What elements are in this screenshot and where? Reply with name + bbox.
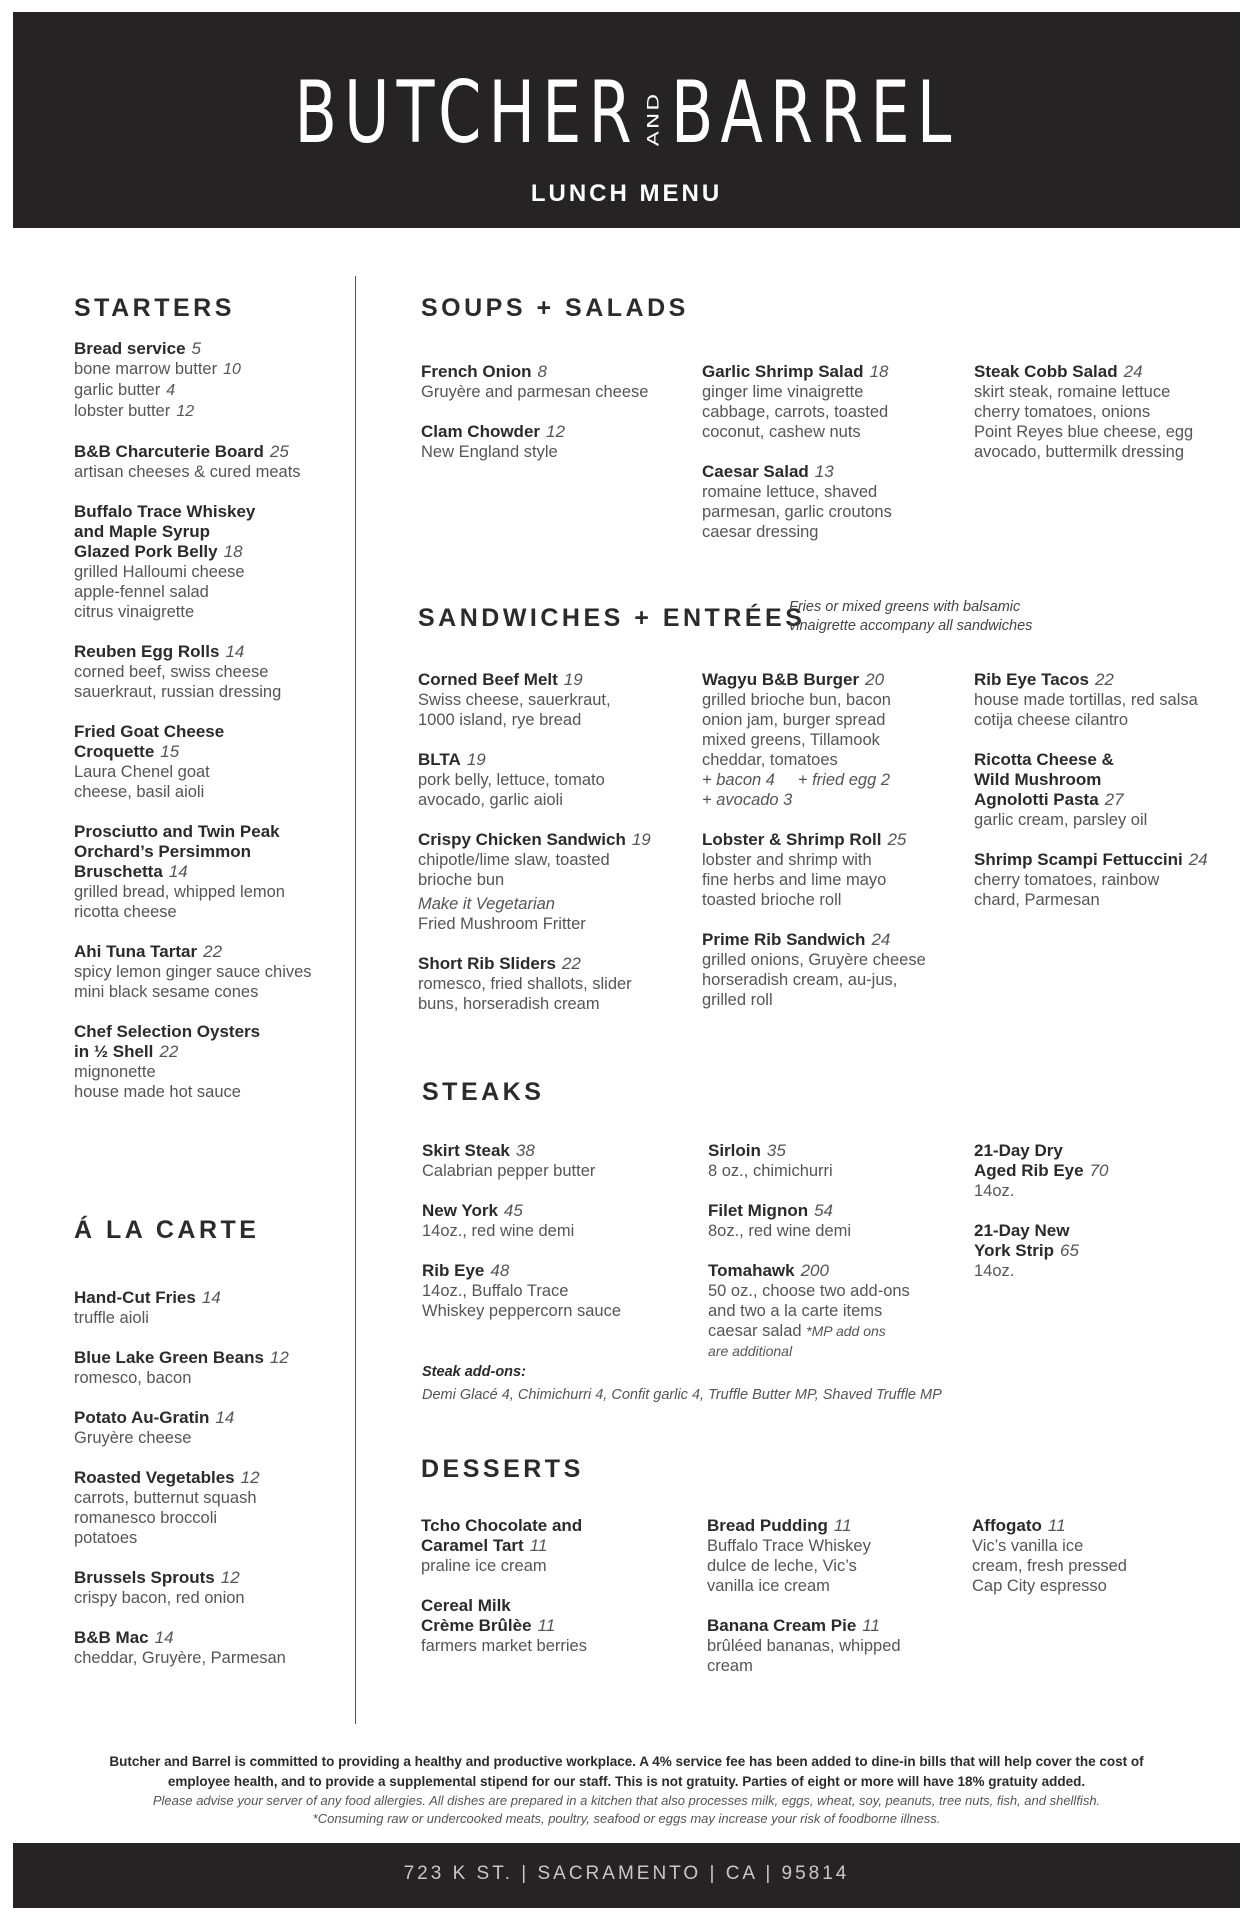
item-description: 8oz., red wine demi: [708, 1222, 852, 1240]
item-name: Bruschetta: [74, 862, 163, 881]
item-price: 24: [1123, 362, 1143, 381]
section-title-sandwiches: SANDWICHES + ENTRÉES: [418, 604, 806, 632]
menu-item: [418, 954, 693, 1014]
item-name: Caesar Salad: [702, 462, 809, 481]
item-description: ginger lime vinaigrette: [702, 383, 864, 401]
item-description: toasted brioche roll: [702, 891, 842, 909]
item-description: 1000 island, rye bread: [418, 711, 582, 729]
item-price: 25: [887, 830, 907, 849]
steaks-column-1: [422, 1141, 692, 1341]
item-name: BLTA: [418, 750, 461, 769]
item-description: Whiskey peppercorn sauce: [422, 1302, 622, 1320]
item-price: 48: [490, 1261, 510, 1280]
item-name: Chef Selection Oysters: [74, 1022, 261, 1041]
item-description: New England style: [421, 443, 558, 461]
item-name: Crème Brûlèe: [421, 1616, 532, 1635]
item-name: Steak Cobb Salad: [974, 362, 1118, 381]
menu-item: [708, 1201, 968, 1241]
item-description: sauerkraut, russian dressing: [74, 683, 282, 701]
steaks-column-2: [708, 1141, 968, 1381]
menu-item: [74, 1022, 344, 1102]
item-name: Tomahawk: [708, 1261, 795, 1280]
menu-item: [74, 339, 344, 422]
item-name: Hand-Cut Fries: [74, 1288, 196, 1307]
soups-column-1: [421, 362, 691, 482]
item-price: 11: [862, 1616, 880, 1635]
item-description: carrots, butternut squash: [74, 1489, 257, 1507]
item-description: 8 oz., chimichurri: [708, 1162, 833, 1180]
item-price: 35: [766, 1141, 786, 1160]
item-description: romesco, bacon: [74, 1369, 192, 1387]
item-name: B&B Charcuterie Board: [74, 442, 264, 461]
item-price: 70: [1089, 1161, 1109, 1180]
item-price: 12: [269, 1348, 289, 1367]
service-fee-notice: Butcher and Barrel is committed to providing a healthy and productive workplace. A 4% service fee has been added to dine-in bills that will help cover the cost of employee health, and to provide a supplemental stipend for our staff. This is not gratuity. Parties of eight or more will have 18% gratuity added.: [109, 1754, 1144, 1789]
item-price: 15: [160, 742, 180, 761]
item-price: 11: [1047, 1516, 1066, 1535]
item-note: *MP add ons: [806, 1323, 886, 1339]
item-description: cherry tomatoes, rainbow: [974, 871, 1160, 889]
item-description: cheese, basil aioli: [74, 783, 205, 801]
item-name: Croquette: [74, 742, 155, 761]
starters-list: [74, 339, 344, 1122]
item-description: 14oz., Buffalo Trace: [422, 1282, 569, 1300]
menu-item: [702, 462, 962, 542]
item-price: 22: [159, 1042, 179, 1061]
menu-item: [702, 670, 964, 810]
item-price: 14: [225, 642, 245, 661]
menu-item: [418, 750, 693, 810]
sandwiches-column-2: [702, 670, 964, 1030]
item-name: Sirloin: [708, 1141, 761, 1160]
item-name: B&B Mac: [74, 1628, 149, 1647]
item-description: romaine lettuce, shaved: [702, 483, 878, 501]
item-price: 14: [215, 1408, 235, 1427]
menu-item: [74, 1288, 344, 1328]
item-description: Swiss cheese, sauerkraut,: [418, 691, 611, 709]
item-price: 5: [191, 339, 201, 358]
item-description: coconut, cashew nuts: [702, 423, 861, 441]
item-description: skirt steak, romaine lettuce: [974, 383, 1171, 401]
item-option: bone marrow butter: [74, 360, 218, 378]
item-description: dulce de leche, Vic’s: [707, 1557, 857, 1575]
menu-item: [974, 850, 1236, 910]
item-description: potatoes: [74, 1529, 138, 1547]
item-price: 200: [800, 1261, 829, 1280]
item-price: 54: [814, 1201, 834, 1220]
item-description: mini black sesame cones: [74, 983, 259, 1001]
menu-item: [974, 1221, 1236, 1281]
item-name: Prosciutto and Twin Peak: [74, 822, 280, 841]
menu-item: [702, 930, 964, 1010]
item-description: cotija cheese cilantro: [974, 711, 1129, 729]
item-name: Buffalo Trace Whiskey: [74, 502, 256, 521]
item-description: caesar salad: [708, 1322, 802, 1340]
item-price: 22: [1094, 670, 1114, 689]
brand-name-left: BUTCHER: [294, 63, 639, 163]
section-title-steaks: STEAKS: [422, 1078, 545, 1106]
item-name: Banana Cream Pie: [707, 1616, 857, 1635]
steaks-column-3: [974, 1141, 1236, 1301]
item-price: 19: [563, 670, 583, 689]
item-price: 24: [1188, 850, 1208, 869]
menu-item: [74, 1468, 344, 1548]
item-name: Aged Rib Eye: [974, 1161, 1084, 1180]
item-name: Prime Rib Sandwich: [702, 930, 866, 949]
item-price: 11: [833, 1516, 852, 1535]
item-name: Blue Lake Green Beans: [74, 1348, 264, 1367]
item-name: Glazed Pork Belly: [74, 542, 218, 561]
item-description: mixed greens, Tillamook: [702, 731, 880, 749]
item-name: Potato Au-Gratin: [74, 1408, 210, 1427]
item-description: cream, fresh pressed: [972, 1557, 1127, 1575]
menu-item: [422, 1141, 692, 1181]
steak-addons-title: Steak add-ons:: [422, 1364, 526, 1380]
item-name: Crispy Chicken Sandwich: [418, 830, 626, 849]
item-description: artisan cheeses & cured meats: [74, 463, 301, 481]
item-name: Corned Beef Melt: [418, 670, 558, 689]
item-description: chipotle/lime slaw, toasted: [418, 851, 610, 869]
item-name: Affogato: [972, 1516, 1042, 1535]
item-price: 14: [154, 1628, 174, 1647]
menu-subtitle: LUNCH MENU: [530, 180, 723, 207]
item-option-price: 12: [176, 403, 195, 420]
alacarte-list: [74, 1288, 344, 1688]
menu-item: [421, 1596, 691, 1656]
item-price: 20: [865, 670, 885, 689]
item-name: Bread service: [74, 339, 186, 358]
item-price: 19: [466, 750, 486, 769]
item-name: Fried Goat Cheese: [74, 722, 225, 741]
item-addons: + bacon 4 + fried egg 2: [702, 771, 891, 789]
item-price: 18: [869, 362, 889, 381]
menu-item: [74, 442, 344, 482]
item-price: 11: [537, 1616, 556, 1635]
item-description: 50 oz., choose two add-ons: [708, 1282, 910, 1300]
item-price: 12: [220, 1568, 240, 1587]
vegetarian-option: Fried Mushroom Fritter: [418, 915, 586, 933]
item-name: Cereal Milk: [421, 1596, 511, 1615]
item-price: 65: [1059, 1241, 1079, 1260]
item-description: Gruyère cheese: [74, 1429, 192, 1447]
item-description: Point Reyes blue cheese, egg: [974, 423, 1194, 441]
header-banner: [13, 12, 1240, 228]
brand-logo: [185, 63, 1068, 163]
item-name: Bread Pudding: [707, 1516, 828, 1535]
item-description: grilled Halloumi cheese: [74, 563, 245, 581]
brand-name-and: AND: [644, 91, 663, 146]
vegetarian-option-label: Make it Vegetarian: [418, 895, 555, 913]
item-name: Orchard’s Persimmon: [74, 842, 251, 861]
item-name: Filet Mignon: [708, 1201, 809, 1220]
menu-item: [702, 830, 964, 910]
item-description: Buffalo Trace Whiskey: [707, 1537, 871, 1555]
item-name: Rib Eye Tacos: [974, 670, 1089, 689]
menu-item: [421, 1516, 691, 1576]
item-price: 14: [168, 862, 188, 881]
item-name: Ahi Tuna Tartar: [74, 942, 198, 961]
menu-item: [74, 722, 344, 802]
item-description: house made hot sauce: [74, 1083, 241, 1101]
menu-item: [974, 750, 1236, 830]
item-name: 21-Day New: [974, 1221, 1070, 1240]
item-name: New York: [422, 1201, 498, 1220]
item-description: Gruyère and parmesan cheese: [421, 383, 649, 401]
item-description: ricotta cheese: [74, 903, 177, 921]
item-description: cream: [707, 1657, 753, 1675]
column-divider: [355, 276, 356, 1724]
item-description: brioche bun: [418, 871, 505, 889]
item-description: romanesco broccoli: [74, 1509, 218, 1527]
item-name: French Onion: [421, 362, 532, 381]
menu-item: [974, 1141, 1236, 1201]
desserts-column-1: [421, 1516, 691, 1676]
item-name: Clam Chowder: [421, 422, 541, 441]
item-name: Roasted Vegetables: [74, 1468, 235, 1487]
item-price: 14: [201, 1288, 221, 1307]
item-description: cabbage, carrots, toasted: [702, 403, 889, 421]
item-option: lobster butter: [74, 402, 171, 420]
section-title-desserts: DESSERTS: [421, 1455, 584, 1483]
item-description: horseradish cream, au-jus,: [702, 971, 898, 989]
item-description: house made tortillas, red salsa: [974, 691, 1198, 709]
item-description: chard, Parmesan: [974, 891, 1100, 909]
sandwiches-column-1: [418, 670, 693, 1034]
section-title-alacarte: Á LA CARTE: [74, 1216, 260, 1244]
item-option: garlic butter: [74, 381, 161, 399]
item-description: parmesan, garlic croutons: [702, 503, 892, 521]
item-description: caesar dressing: [702, 523, 819, 541]
item-name: Brussels Sprouts: [74, 1568, 215, 1587]
item-name: Agnolotti Pasta: [974, 790, 1099, 809]
item-description: spicy lemon ginger sauce chives: [74, 963, 312, 981]
item-description: 14oz.: [974, 1262, 1015, 1280]
item-description: crispy bacon, red onion: [74, 1589, 245, 1607]
item-description: Calabrian pepper butter: [422, 1162, 596, 1180]
item-description: cheddar, tomatoes: [702, 751, 838, 769]
item-description: garlic cream, parsley oil: [974, 811, 1148, 829]
footer-banner: [13, 1843, 1240, 1908]
item-description: onion jam, burger spread: [702, 711, 886, 729]
menu-item: [708, 1261, 968, 1361]
sandwich-side-note: Fries or mixed greens with balsamic vinaigrette accompany all sandwiches: [789, 599, 1033, 634]
item-description: farmers market berries: [421, 1637, 587, 1655]
item-description: Vic’s vanilla ice: [972, 1537, 1084, 1555]
item-description: praline ice cream: [421, 1557, 547, 1575]
menu-item: [74, 942, 344, 1002]
item-price: 19: [631, 830, 651, 849]
item-description: apple-fennel salad: [74, 583, 209, 601]
item-description: lobster and shrimp with: [702, 851, 872, 869]
soups-column-3: [974, 362, 1236, 482]
item-price: 22: [561, 954, 581, 973]
item-description: 14oz.: [974, 1182, 1015, 1200]
item-description: romesco, fried shallots, slider: [418, 975, 632, 993]
section-title-soups-salads: SOUPS + SALADS: [421, 294, 689, 322]
item-name: 21-Day Dry: [974, 1141, 1063, 1160]
item-description: truffle aioli: [74, 1309, 149, 1327]
item-price: 18: [223, 542, 243, 561]
item-option-price: 10: [223, 361, 241, 378]
item-price: 8: [537, 362, 547, 381]
item-description: vanilla ice cream: [707, 1577, 830, 1595]
item-description: avocado, garlic aioli: [418, 791, 563, 809]
item-description: grilled brioche bun, bacon: [702, 691, 891, 709]
brand-name-right: BARREL: [670, 63, 959, 163]
soups-column-2: [702, 362, 962, 562]
item-price: 13: [814, 462, 834, 481]
menu-item: [974, 670, 1236, 730]
menu-item: [74, 1348, 344, 1388]
item-description: fine herbs and lime mayo: [702, 871, 887, 889]
item-description: pork belly, lettuce, tomato: [418, 771, 605, 789]
item-name: York Strip: [974, 1241, 1054, 1260]
menu-item: [74, 822, 344, 922]
item-description: Cap City espresso: [972, 1577, 1107, 1595]
item-description: mignonette: [74, 1063, 156, 1081]
menu-item: [418, 670, 693, 730]
restaurant-address: 723 K ST. | SACRAMENTO | CA | 95814: [403, 1863, 850, 1884]
menu-item: [702, 362, 962, 442]
item-description: cherry tomatoes, onions: [974, 403, 1151, 421]
item-name: in ½ Shell: [74, 1042, 154, 1061]
steak-addons-list: Demi Glacé 4, Chimichurri 4, Confit garlic 4, Truffle Butter MP, Shaved Truffle MP: [422, 1387, 942, 1403]
item-name: Ricotta Cheese &: [974, 750, 1114, 769]
item-description: grilled roll: [702, 991, 773, 1009]
desserts-column-2: [707, 1516, 967, 1696]
item-price: 12: [240, 1468, 260, 1487]
item-name: Lobster & Shrimp Roll: [702, 830, 882, 849]
allergy-notice: Please advise your server of any food allergies. All dishes are prepared in a kitchen that also processes milk, eggs, wheat, soy, peanuts, tree nuts, fish, and shellfish. *Consuming raw or undercooked meats, poultry, seafood or eggs may increase your risk of foodborne illness.: [152, 1793, 1101, 1826]
item-description: buns, horseradish cream: [418, 995, 600, 1013]
item-price: 38: [515, 1141, 535, 1160]
item-price: 27: [1104, 790, 1124, 809]
menu-item: [974, 362, 1236, 462]
item-name: Shrimp Scampi Fettuccini: [974, 850, 1183, 869]
item-name: Rib Eye: [422, 1261, 485, 1280]
menu-item: [422, 1201, 692, 1241]
item-description: cheddar, Gruyère, Parmesan: [74, 1649, 286, 1667]
menu-item: [707, 1616, 967, 1676]
item-price: 11: [529, 1536, 548, 1555]
item-description: Laura Chenel goat: [74, 763, 210, 781]
menu-item: [422, 1261, 692, 1321]
item-name: Tcho Chocolate and: [421, 1516, 583, 1535]
menu-item: [421, 362, 691, 402]
menu-item: [74, 1408, 344, 1448]
sandwiches-column-3: [974, 670, 1236, 930]
menu-item: [74, 1628, 344, 1668]
menu-item: [74, 1568, 344, 1608]
item-name: Short Rib Sliders: [418, 954, 556, 973]
item-addons: + avocado 3: [702, 791, 793, 809]
item-name: Wild Mushroom: [974, 770, 1102, 789]
item-description: avocado, buttermilk dressing: [974, 443, 1185, 461]
item-description: 14oz., red wine demi: [422, 1222, 575, 1240]
item-name: Skirt Steak: [422, 1141, 510, 1160]
item-description: citrus vinaigrette: [74, 603, 195, 621]
item-description: grilled bread, whipped lemon: [74, 883, 285, 901]
item-price: 45: [503, 1201, 523, 1220]
section-title-starters: STARTERS: [74, 294, 235, 322]
item-price: 24: [871, 930, 891, 949]
item-option-price: 4: [166, 382, 176, 399]
desserts-column-3: [972, 1516, 1234, 1616]
menu-item: [707, 1516, 967, 1596]
menu-item: [708, 1141, 968, 1181]
item-description: corned beef, swiss cheese: [74, 663, 269, 681]
item-note: are additional: [708, 1343, 793, 1359]
menu-item: [421, 422, 691, 462]
item-price: 12: [546, 422, 565, 441]
item-name: Caramel Tart: [421, 1536, 524, 1555]
item-description: grilled onions, Gruyère cheese: [702, 951, 926, 969]
item-name: Wagyu B&B Burger: [702, 670, 860, 689]
menu-item: [74, 502, 344, 622]
menu-item: [74, 642, 344, 702]
menu-item: [418, 830, 693, 934]
item-name: Garlic Shrimp Salad: [702, 362, 864, 381]
item-description: and two a la carte items: [708, 1302, 883, 1320]
item-price: 22: [203, 942, 223, 961]
item-name: Reuben Egg Rolls: [74, 642, 220, 661]
item-description: brûléed bananas, whipped: [707, 1637, 901, 1655]
item-price: 25: [269, 442, 289, 461]
item-name: and Maple Syrup: [74, 522, 211, 541]
menu-item: [972, 1516, 1234, 1596]
